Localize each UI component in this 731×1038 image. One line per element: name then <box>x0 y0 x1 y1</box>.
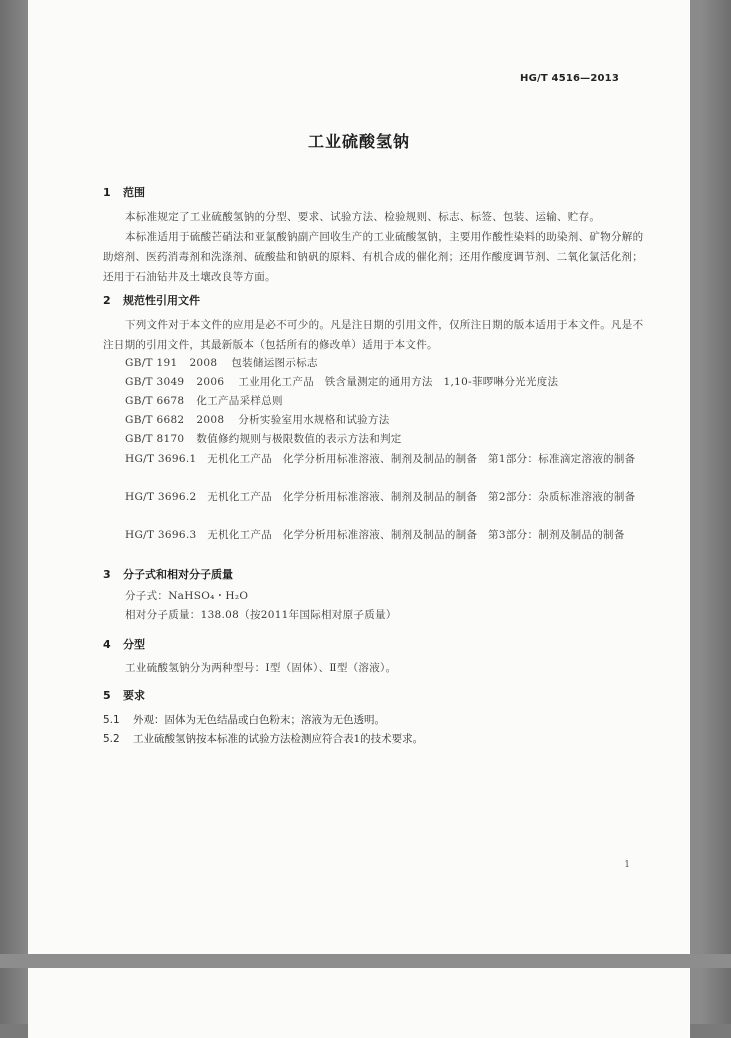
reference-year: 2006 <box>196 376 225 388</box>
reference-code: GB/T 6678 <box>125 395 185 407</box>
reference-title: 化工产品采样总则 <box>196 395 283 407</box>
page-number: 1 <box>624 860 630 870</box>
paragraph: 本标准适用于硫酸芒硝法和亚氯酸钠副产回收生产的工业硫酸氢钠，主要用作酸性染料的助染剂、矿物分解的助熔剂、医药消毒剂和洗涤剂、硫酸盐和钠矾的原料、有机合成的催化剂；还用作酸度调节剂、二氧化氯活化剂；还用于石油钻井及土壤改良等方面。 <box>103 231 644 283</box>
next-document-page <box>28 968 690 1038</box>
clause-5-2 <box>103 729 423 749</box>
paragraph: 下列文件对于本文件的应用是必不可少的。凡是注日期的引用文件，仅所注日期的版本适用于本文件。凡是不注日期的引用文件，其最新版本（包括所有的修改单）适用于本文件。 <box>103 319 644 351</box>
section-5-heading <box>103 687 145 703</box>
section-number: 5 <box>103 689 111 702</box>
clause-number: 5.2 <box>103 733 120 745</box>
reference-title: 工业用化工产品 铁含量测定的通用方法 1,10-菲啰啉分光光度法 <box>238 376 559 388</box>
reference-title: 包装储运图示标志 <box>231 357 318 369</box>
standard-code: HG/T 4516—2013 <box>520 73 619 84</box>
reference-item <box>125 353 318 373</box>
reference-item <box>125 429 402 449</box>
section-title: 分子式和相对分子质量 <box>123 568 233 581</box>
paragraph: 本标准规定了工业硫酸氢钠的分型、要求、试验方法、检验规则、标志、标签、包装、运输、贮存。 <box>125 211 601 223</box>
section-1-heading <box>103 184 145 200</box>
page-title: 工业硫酸氢钠 <box>307 132 410 151</box>
section-number: 3 <box>103 568 111 581</box>
paragraph: 工业硫酸氢钠分为两种型号：Ⅰ型（固体）、Ⅱ型（溶液）。 <box>125 662 397 674</box>
reference-code: GB/T 3049 <box>125 376 185 388</box>
section-3-heading <box>103 566 233 582</box>
reference-item <box>125 372 558 392</box>
reference-code: GB/T 6682 <box>125 414 185 426</box>
clause-5-1 <box>103 710 385 730</box>
section-number: 4 <box>103 638 111 651</box>
clause-text: 外观：固体为无色结晶或白色粉末；溶液为无色透明。 <box>133 714 385 726</box>
reference-code: GB/T 8170 <box>125 433 185 445</box>
section-title: 要求 <box>123 689 145 702</box>
clause-text: 工业硫酸氢钠按本标准的试验方法检测应符合表1的技术要求。 <box>133 733 424 745</box>
section-title: 分型 <box>123 638 145 651</box>
section-4-heading <box>103 636 145 652</box>
section-number: 1 <box>103 186 111 199</box>
section-title: 范围 <box>123 186 145 199</box>
document-page <box>28 0 690 954</box>
reference-item: HG/T 3696.1 无机化工产品 化学分析用标准溶液、制剂及制品的制备 第1部分：标准滴定溶液的制备 <box>125 453 636 465</box>
reference-item: HG/T 3696.3 无机化工产品 化学分析用标准溶液、制剂及制品的制备 第3部分：制剂及制品的制备 <box>125 529 625 541</box>
reference-item <box>125 391 283 411</box>
clause-number: 5.1 <box>103 714 120 726</box>
reference-year: 2008 <box>189 357 218 369</box>
reference-item <box>125 410 390 430</box>
reference-code: GB/T 191 <box>125 357 178 369</box>
section-2-heading <box>103 292 200 308</box>
reference-title: 分析实验室用水规格和试验方法 <box>238 414 390 426</box>
molecular-formula: 分子式：NaHSO₄・H₂O <box>125 590 249 602</box>
page-gap <box>0 954 731 968</box>
reference-year: 2008 <box>196 414 225 426</box>
section-number: 2 <box>103 294 111 307</box>
molecular-mass: 相对分子质量：138.08（按2011年国际相对原子质量） <box>125 609 397 621</box>
section-title: 规范性引用文件 <box>123 294 200 307</box>
reference-item: HG/T 3696.2 无机化工产品 化学分析用标准溶液、制剂及制品的制备 第2部分：杂质标准溶液的制备 <box>125 491 636 503</box>
reference-title: 数值修约规则与极限数值的表示方法和判定 <box>196 433 402 445</box>
